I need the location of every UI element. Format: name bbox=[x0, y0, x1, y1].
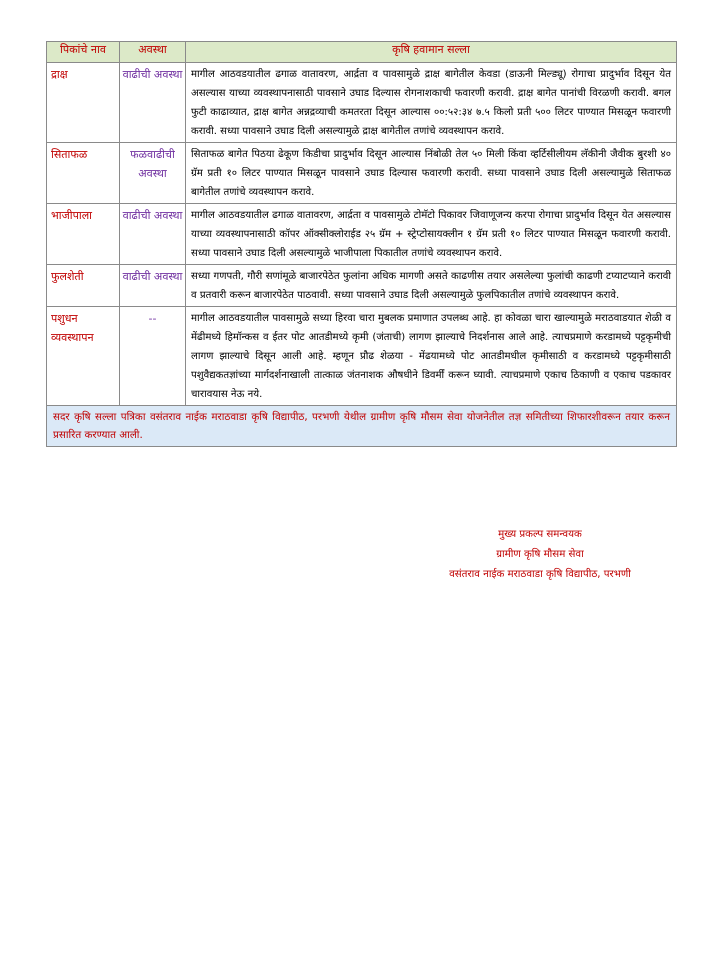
crop-advice: सिताफळ बागेत पिठया ढेकूण किडीचा प्रादुर्भाव दिसून आल्यास निंबोळी तेल ५० मिली किंवा व्हर्टिसीलीयम लॅकीनी जैवीक बुरशी ४० ग्रॅम प्रती १० लिटर पाण्यात मिसळून पावसाने उघाड दिल्यास फवारणी करावी. सध्या पावसाने उघाड दिली असल्यामुळे सिताफळ बागेतील तणांचे व्यवस्थापन करावे. bbox=[186, 143, 677, 204]
advisory-table bbox=[46, 41, 677, 447]
crop-stage: वाढीची अवस्था bbox=[120, 204, 186, 265]
crop-advice: सध्या गणपती, गौरी सणांमूळे बाजारपेठेत फुलांना अधिक मागणी असते काढणीस तयार असलेल्या फुलांची काढणी टप्याटप्याने करावी व प्रतवारी करून बाजारपेठेत पाठवावी. सध्या पावसाने उघाड दिली असल्यामुळे फुलपिकातील तणांचे व्यवस्थापन करावे. bbox=[186, 265, 677, 307]
signature-university: वसंतराव नाईक मराठवाडा कृषि विद्यापीठ, परभणी bbox=[449, 569, 631, 580]
crop-advice: मागील आठवडयातील ढगाळ वातावरण, आर्द्रता व पावसामुळे टोमॅटो पिकावर जिवाणूजन्य करपा रोगाचा प्रादुर्भाव दिसून येत असल्यास याच्या व्यवस्थापनासाठी कॉपर ऑक्सीक्लोराईड २५ ग्रॅम + स्ट्रेप्टोसायक्लीन १ ग्रॅम प्रती १० लिटर पाण्यात मिसळून फवारणी करावी. सध्या पावसाने उघाड दिली असल्यामुळे भाजीपाला पिकातील तणांचे व्यवस्थापन करावे. bbox=[186, 204, 677, 265]
crop-stage: -- bbox=[120, 307, 186, 406]
table-row bbox=[47, 63, 677, 143]
table-row bbox=[47, 143, 677, 204]
crop-name: भाजीपाला bbox=[47, 204, 120, 265]
crop-name: द्राक्ष bbox=[47, 63, 120, 143]
table-header-row bbox=[47, 42, 677, 63]
table-row bbox=[47, 265, 677, 307]
footer-note: सदर कृषि सल्ला पत्रिका वसंतराव नाईक मराठवाडा कृषि विद्यापीठ, परभणी येथील ग्रामीण कृषि मौसम सेवा योजनेतील तज्ञ समितीच्या शिफारशीवरून तयार करून प्रसारित करण्यात आली. bbox=[47, 406, 677, 447]
table-row bbox=[47, 307, 677, 406]
table-row bbox=[47, 204, 677, 265]
crop-stage: वाढीची अवस्था bbox=[120, 63, 186, 143]
crop-name: पशुधन व्यवस्थापन bbox=[47, 307, 120, 406]
crop-stage: वाढीची अवस्था bbox=[120, 265, 186, 307]
crop-advice: मागील आठवडयातील ढगाळ वातावरण, आर्द्रता व पावसामुळे द्राक्ष बागेतील केवडा (डाऊनी मिल्ड्यू) रोगाचा प्रादुर्भाव दिसून येत असल्यास याच्या व्यवस्थापनासाठी पावसाने उघाड दिल्यास रोगनाशकाची फवारणी करावी. द्राक्ष बागेत पानांची विरळणी करावी. बगल फुटी काढाव्यात, द्राक्ष बागेत अन्नद्रव्याची कमतरता दिसून आल्यास ००:५२:३४ ७.५ किलो प्रती ५०० लिटर पाण्यात मिसळून फवारणी करावी. सध्या पावसाने उघाड दिली असल्यामुळे द्राक्ष बागेतील तणांचे व्यवस्थापन करावे. bbox=[186, 63, 677, 143]
crop-stage: फळवाढीची अवस्था bbox=[120, 143, 186, 204]
footer-note-row bbox=[47, 406, 677, 447]
signature-block bbox=[420, 525, 660, 585]
header-advice: कृषि हवामान सल्ला bbox=[186, 42, 677, 63]
signature-designation: मुख्य प्रकल्प समन्वयक bbox=[498, 529, 582, 540]
header-stage: अवस्था bbox=[120, 42, 186, 63]
crop-name: सिताफळ bbox=[47, 143, 120, 204]
crop-advice: मागील आठवडयातील पावसामुळे सध्या हिरवा चारा मुबलक प्रमाणात उपलब्ध आहे. हा कोवळा चारा खाल्यामुळे मराठवाडयात शेळी व मेंढीमध्ये हिमॉन्कस व ईतर पोट आतडीमध्ये कृमी (जंताची) लागण झाल्याचे निदर्शनास आले आहे. त्याचप्रमाणे करडामध्ये पट्टकृमीची लागण झाल्याचे दिसून आली आहे. म्हणून प्रौढ शेळया - मेंढयामध्ये पोट आतडीमधील कृमीसाठी व करडामध्ये पट्टकृमीसाठी पशुवैद्यकतज्ञांच्या मार्गदर्शनाखाली तात्काळ जंतनाशक औषधीने डिवर्मीं करून घ्यावी. त्याचप्रमाणे एकाच ठिकाणी व एकाच पडकावर चारावयास नेऊ नये. bbox=[186, 307, 677, 406]
crop-name: फुलशेती bbox=[47, 265, 120, 307]
advisory-sheet bbox=[46, 41, 676, 447]
signature-scheme: ग्रामीण कृषि मौसम सेवा bbox=[496, 549, 584, 560]
header-crop-name: पिकांचे नाव bbox=[47, 42, 120, 63]
